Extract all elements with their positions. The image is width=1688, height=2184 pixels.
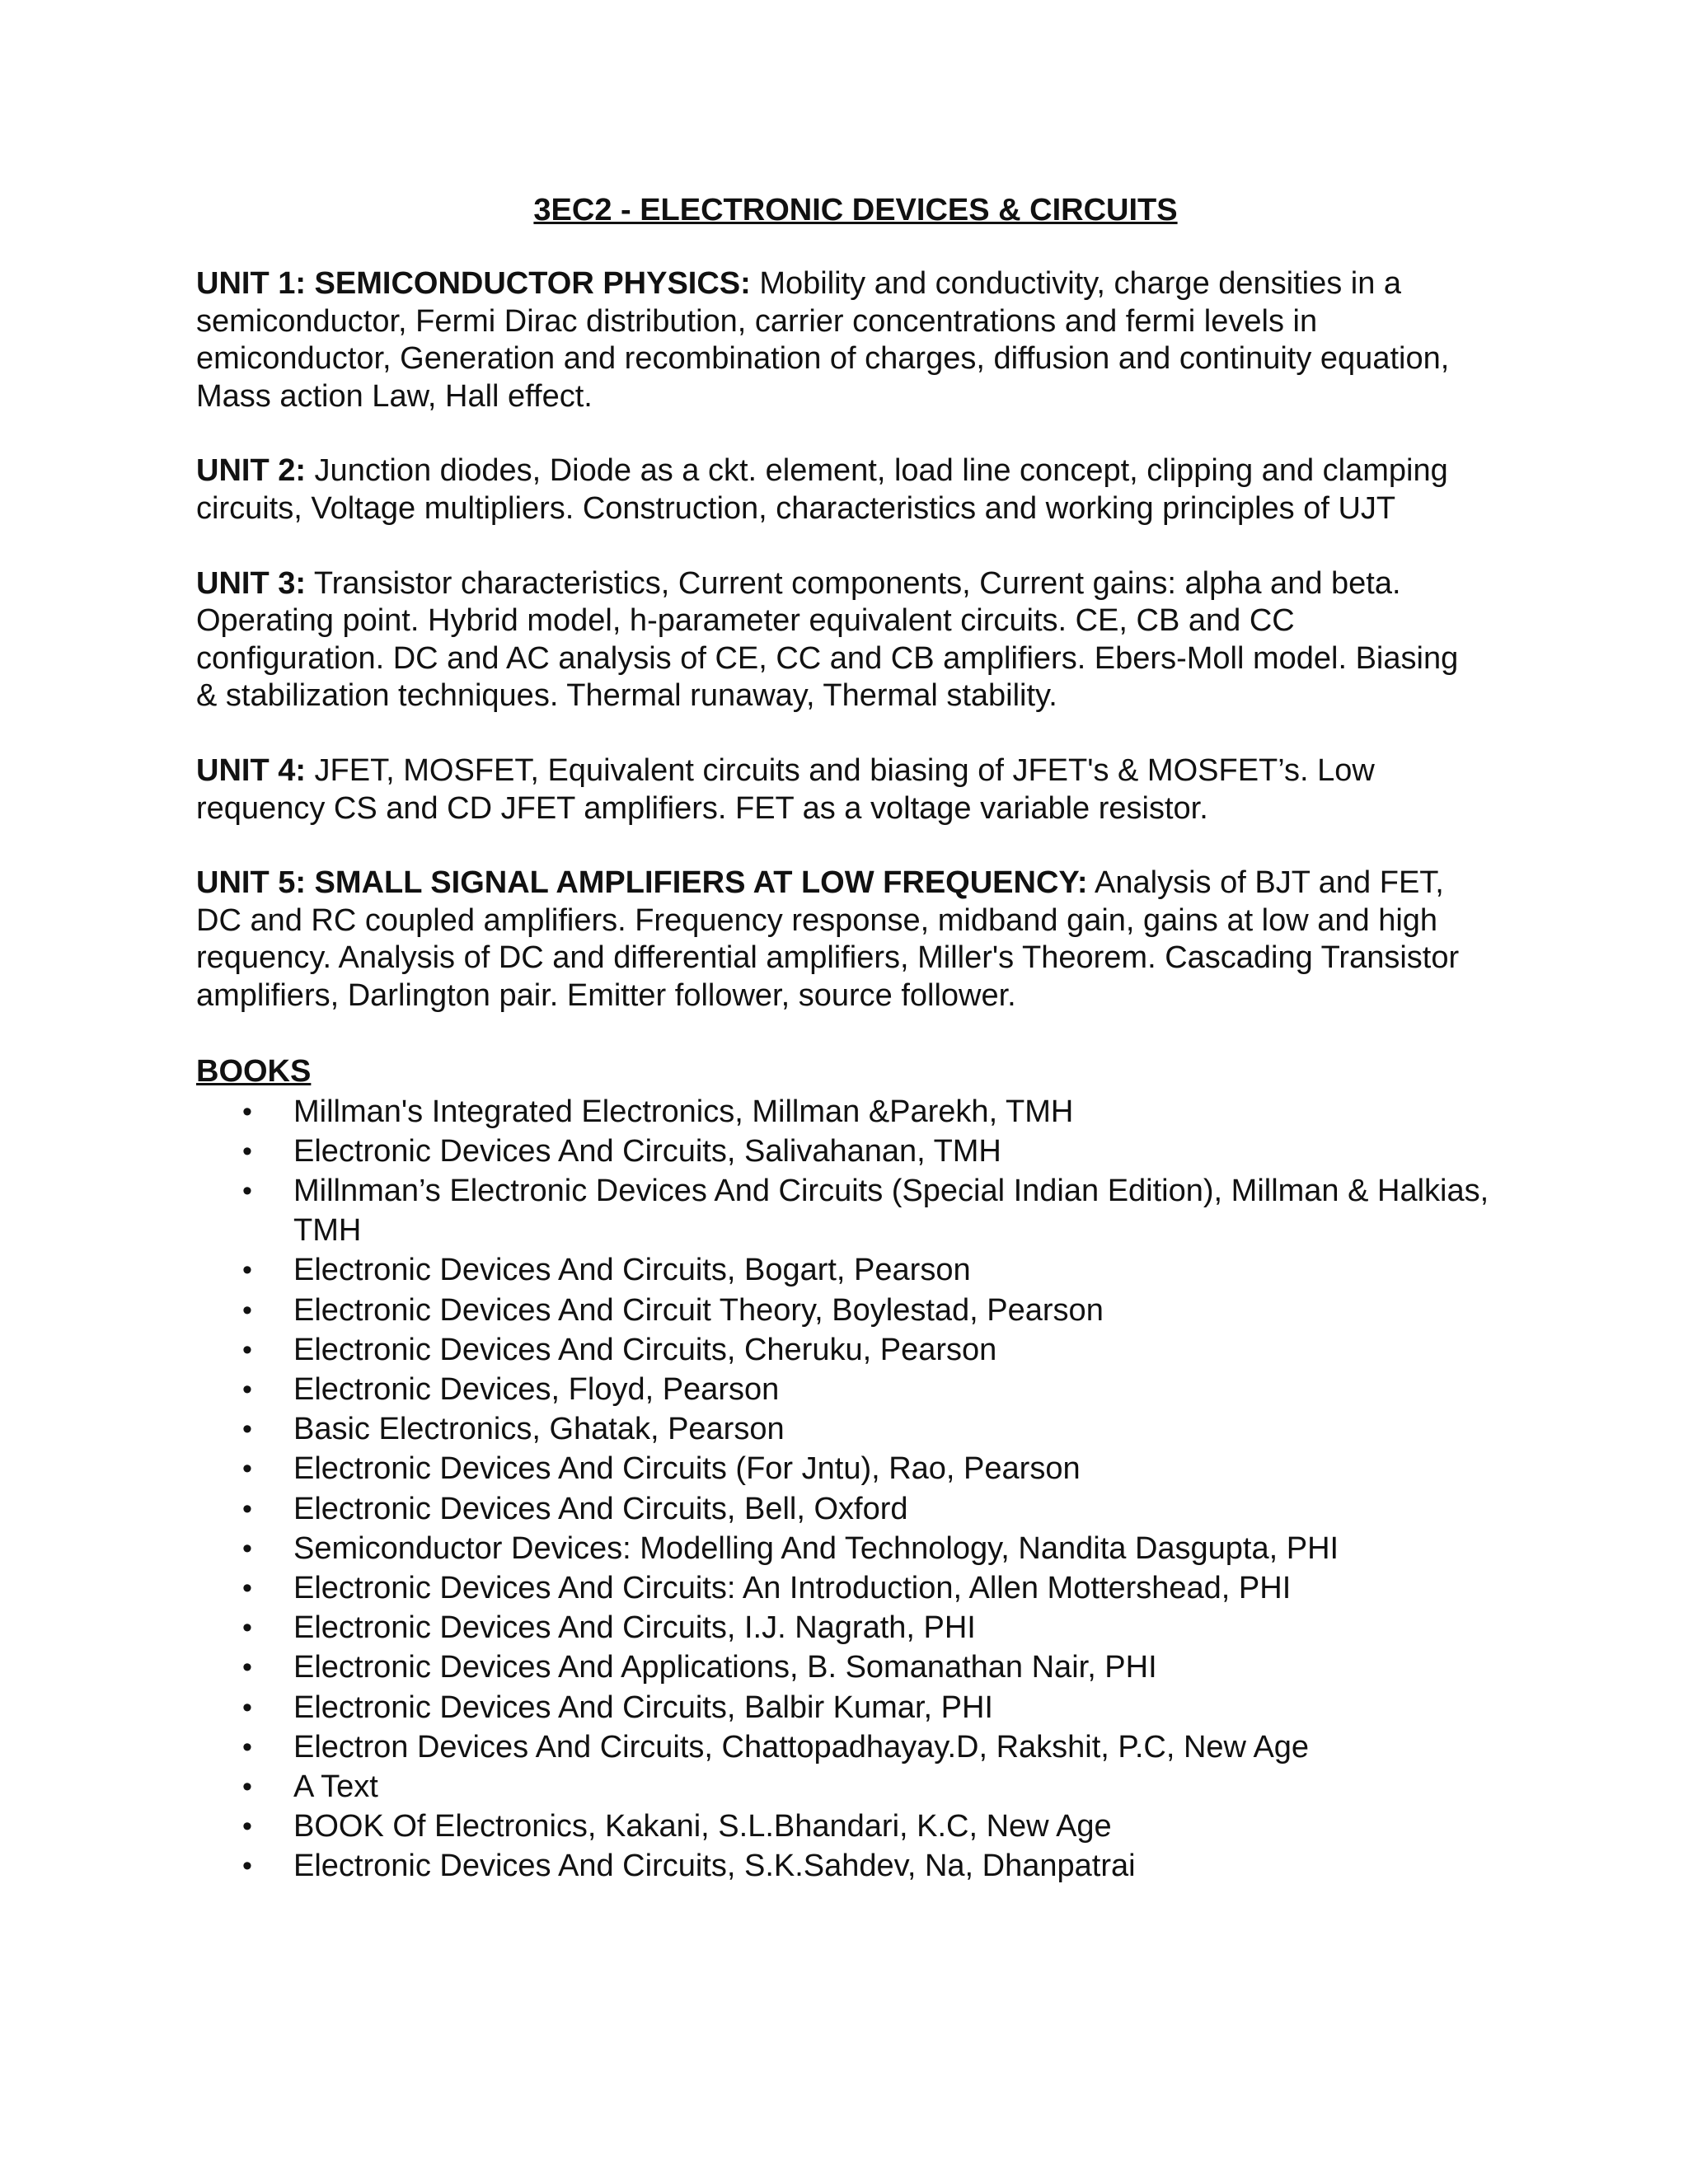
bullet-icon: • <box>242 1254 252 1286</box>
book-title: Electronic Devices And Circuits (For Jntu), Rao, Pearson <box>293 1451 1081 1487</box>
bullet-icon: • <box>242 1294 252 1326</box>
book-title: Basic Electronics, Ghatak, Pearson <box>293 1412 785 1447</box>
unit-1-paragraph <box>196 265 1482 415</box>
bullet-icon: • <box>242 1493 252 1525</box>
book-title: Electronic Devices And Circuits, I.J. Nagrath, PHI <box>293 1610 976 1646</box>
book-title: A Text <box>293 1769 378 1804</box>
bullet-icon: • <box>242 1373 252 1405</box>
book-item <box>196 1489 1548 1529</box>
book-item <box>196 1846 1548 1886</box>
unit-2-heading: UNIT 2: <box>196 453 306 489</box>
bullet-icon: • <box>242 1572 252 1604</box>
book-item <box>196 1608 1548 1647</box>
syllabus-page <box>196 191 1548 1886</box>
bullet-icon: • <box>242 1770 252 1802</box>
book-item <box>196 1330 1548 1370</box>
unit-4-paragraph <box>196 752 1482 827</box>
book-item <box>196 1688 1548 1727</box>
book-item <box>196 1132 1548 1171</box>
book-title: Semiconductor Devices: Modelling And Technology, Nandita Dasgupta, PHI <box>293 1530 1339 1566</box>
book-item <box>196 1529 1548 1568</box>
book-item <box>196 1409 1548 1449</box>
book-item <box>196 1291 1548 1330</box>
unit-5-text: Analysis of BJT and FET, DC and RC coupled amplifiers. Frequency response, midband gain, gains at low and high requency. Analysis of DC and differential amplifiers, Miller's Theorem. Cascading Transistor amplifiers, Darlington pair. Emitter follower, source follower. <box>196 865 1460 1013</box>
unit-3-paragraph <box>196 565 1482 715</box>
book-item <box>196 1250 1548 1290</box>
unit-2-paragraph <box>196 452 1482 527</box>
bullet-icon: • <box>242 1612 252 1644</box>
bullet-icon: • <box>242 1532 252 1564</box>
book-item <box>196 1807 1548 1846</box>
book-title: Millman's Integrated Electronics, Millman &Parekh, TMH <box>293 1094 1074 1129</box>
book-item <box>196 1171 1548 1250</box>
unit-2-text: Junction diodes, Diode as a ckt. element, load line concept, clipping and clamping circuits, Voltage multipliers. Construction, characteristics and working principles of UJT <box>196 453 1448 526</box>
bullet-icon: • <box>242 1135 252 1167</box>
books-heading: BOOKS <box>196 1053 312 1089</box>
book-title: BOOK Of Electronics, Kakani, S.L.Bhandari, K.C, New Age <box>293 1809 1112 1844</box>
bullet-icon: • <box>242 1174 252 1207</box>
unit-4-heading: UNIT 4: <box>196 752 306 788</box>
bullet-icon: • <box>242 1811 252 1843</box>
unit-3-text: Transistor characteristics, Current components, Current gains: alpha and beta. Operating point. Hybrid model, h-parameter equivalent circuits. CE, CB and CC configuration. DC and AC analysis of CE, CC and CB amplifiers. Ebers-Moll model. Biasing & stabilization techniques. Thermal runaway, Thermal stability. <box>196 565 1459 714</box>
unit-1-text: Mobility and conductivity, charge densities in a semiconductor, Fermi Dirac distribution, carrier concentrations and fermi levels in emiconductor, Generation and recombination of charges, diffusion and continuity equation, Mass action Law, Hall effect. <box>196 266 1450 414</box>
book-item <box>196 1449 1548 1488</box>
bullet-icon: • <box>242 1095 252 1127</box>
book-item <box>196 1092 1548 1132</box>
bullet-icon: • <box>242 1850 252 1882</box>
book-title: Electronic Devices And Circuits, Cheruku, Pearson <box>293 1332 997 1367</box>
book-title: Electronic Devices, Floyd, Pearson <box>293 1371 780 1407</box>
book-title: Electronic Devices And Circuits, S.K.Sahdev, Na, Dhanpatrai <box>293 1849 1136 1884</box>
unit-5-paragraph <box>196 865 1482 1015</box>
book-title: Electronic Devices And Applications, B. Somanathan Nair, PHI <box>293 1650 1157 1685</box>
bullet-icon: • <box>242 1652 252 1684</box>
unit-4-text: JFET, MOSFET, Equivalent circuits and biasing of JFET's & MOSFET’s. Low requency CS and CD JFET amplifiers. FET as a voltage variable resistor. <box>196 752 1375 826</box>
bullet-icon: • <box>242 1731 252 1763</box>
book-title: Millnman’s Electronic Devices And Circuits (Special Indian Edition), Millman & Halkias, TMH <box>293 1173 1489 1249</box>
book-title: Electronic Devices And Circuit Theory, Boylestad, Pearson <box>293 1292 1104 1328</box>
books-list <box>196 1092 1548 1886</box>
bullet-icon: • <box>242 1413 252 1446</box>
bullet-icon: • <box>242 1691 252 1723</box>
document-title: 3EC2 - ELECTRONIC DEVICES & CIRCUITS <box>533 193 1178 227</box>
unit-3-heading: UNIT 3: <box>196 565 306 601</box>
unit-5-heading: UNIT 5: SMALL SIGNAL AMPLIFIERS AT LOW FREQUENCY: <box>196 865 1088 901</box>
unit-1-heading: UNIT 1: SEMICONDUCTOR PHYSICS: <box>196 266 751 301</box>
book-item <box>196 1727 1548 1767</box>
bullet-icon: • <box>242 1333 252 1366</box>
book-title: Electronic Devices And Circuits, Salivahanan, TMH <box>293 1133 1001 1169</box>
book-item <box>196 1767 1548 1807</box>
book-item <box>196 1370 1548 1409</box>
book-title: Electronic Devices And Circuits, Bogart, Pearson <box>293 1253 971 1288</box>
book-item <box>196 1568 1548 1608</box>
book-title: Electronic Devices And Circuits: An Introduction, Allen Mottershead, PHI <box>293 1570 1292 1605</box>
book-title: Electronic Devices And Circuits, Bell, Oxford <box>293 1491 908 1526</box>
book-title: Electronic Devices And Circuits, Balbir Kumar, PHI <box>293 1690 993 1725</box>
book-item <box>196 1647 1548 1687</box>
bullet-icon: • <box>242 1453 252 1485</box>
book-title: Electron Devices And Circuits, Chattopadhayay.D, Rakshit, P.C, New Age <box>293 1729 1310 1765</box>
